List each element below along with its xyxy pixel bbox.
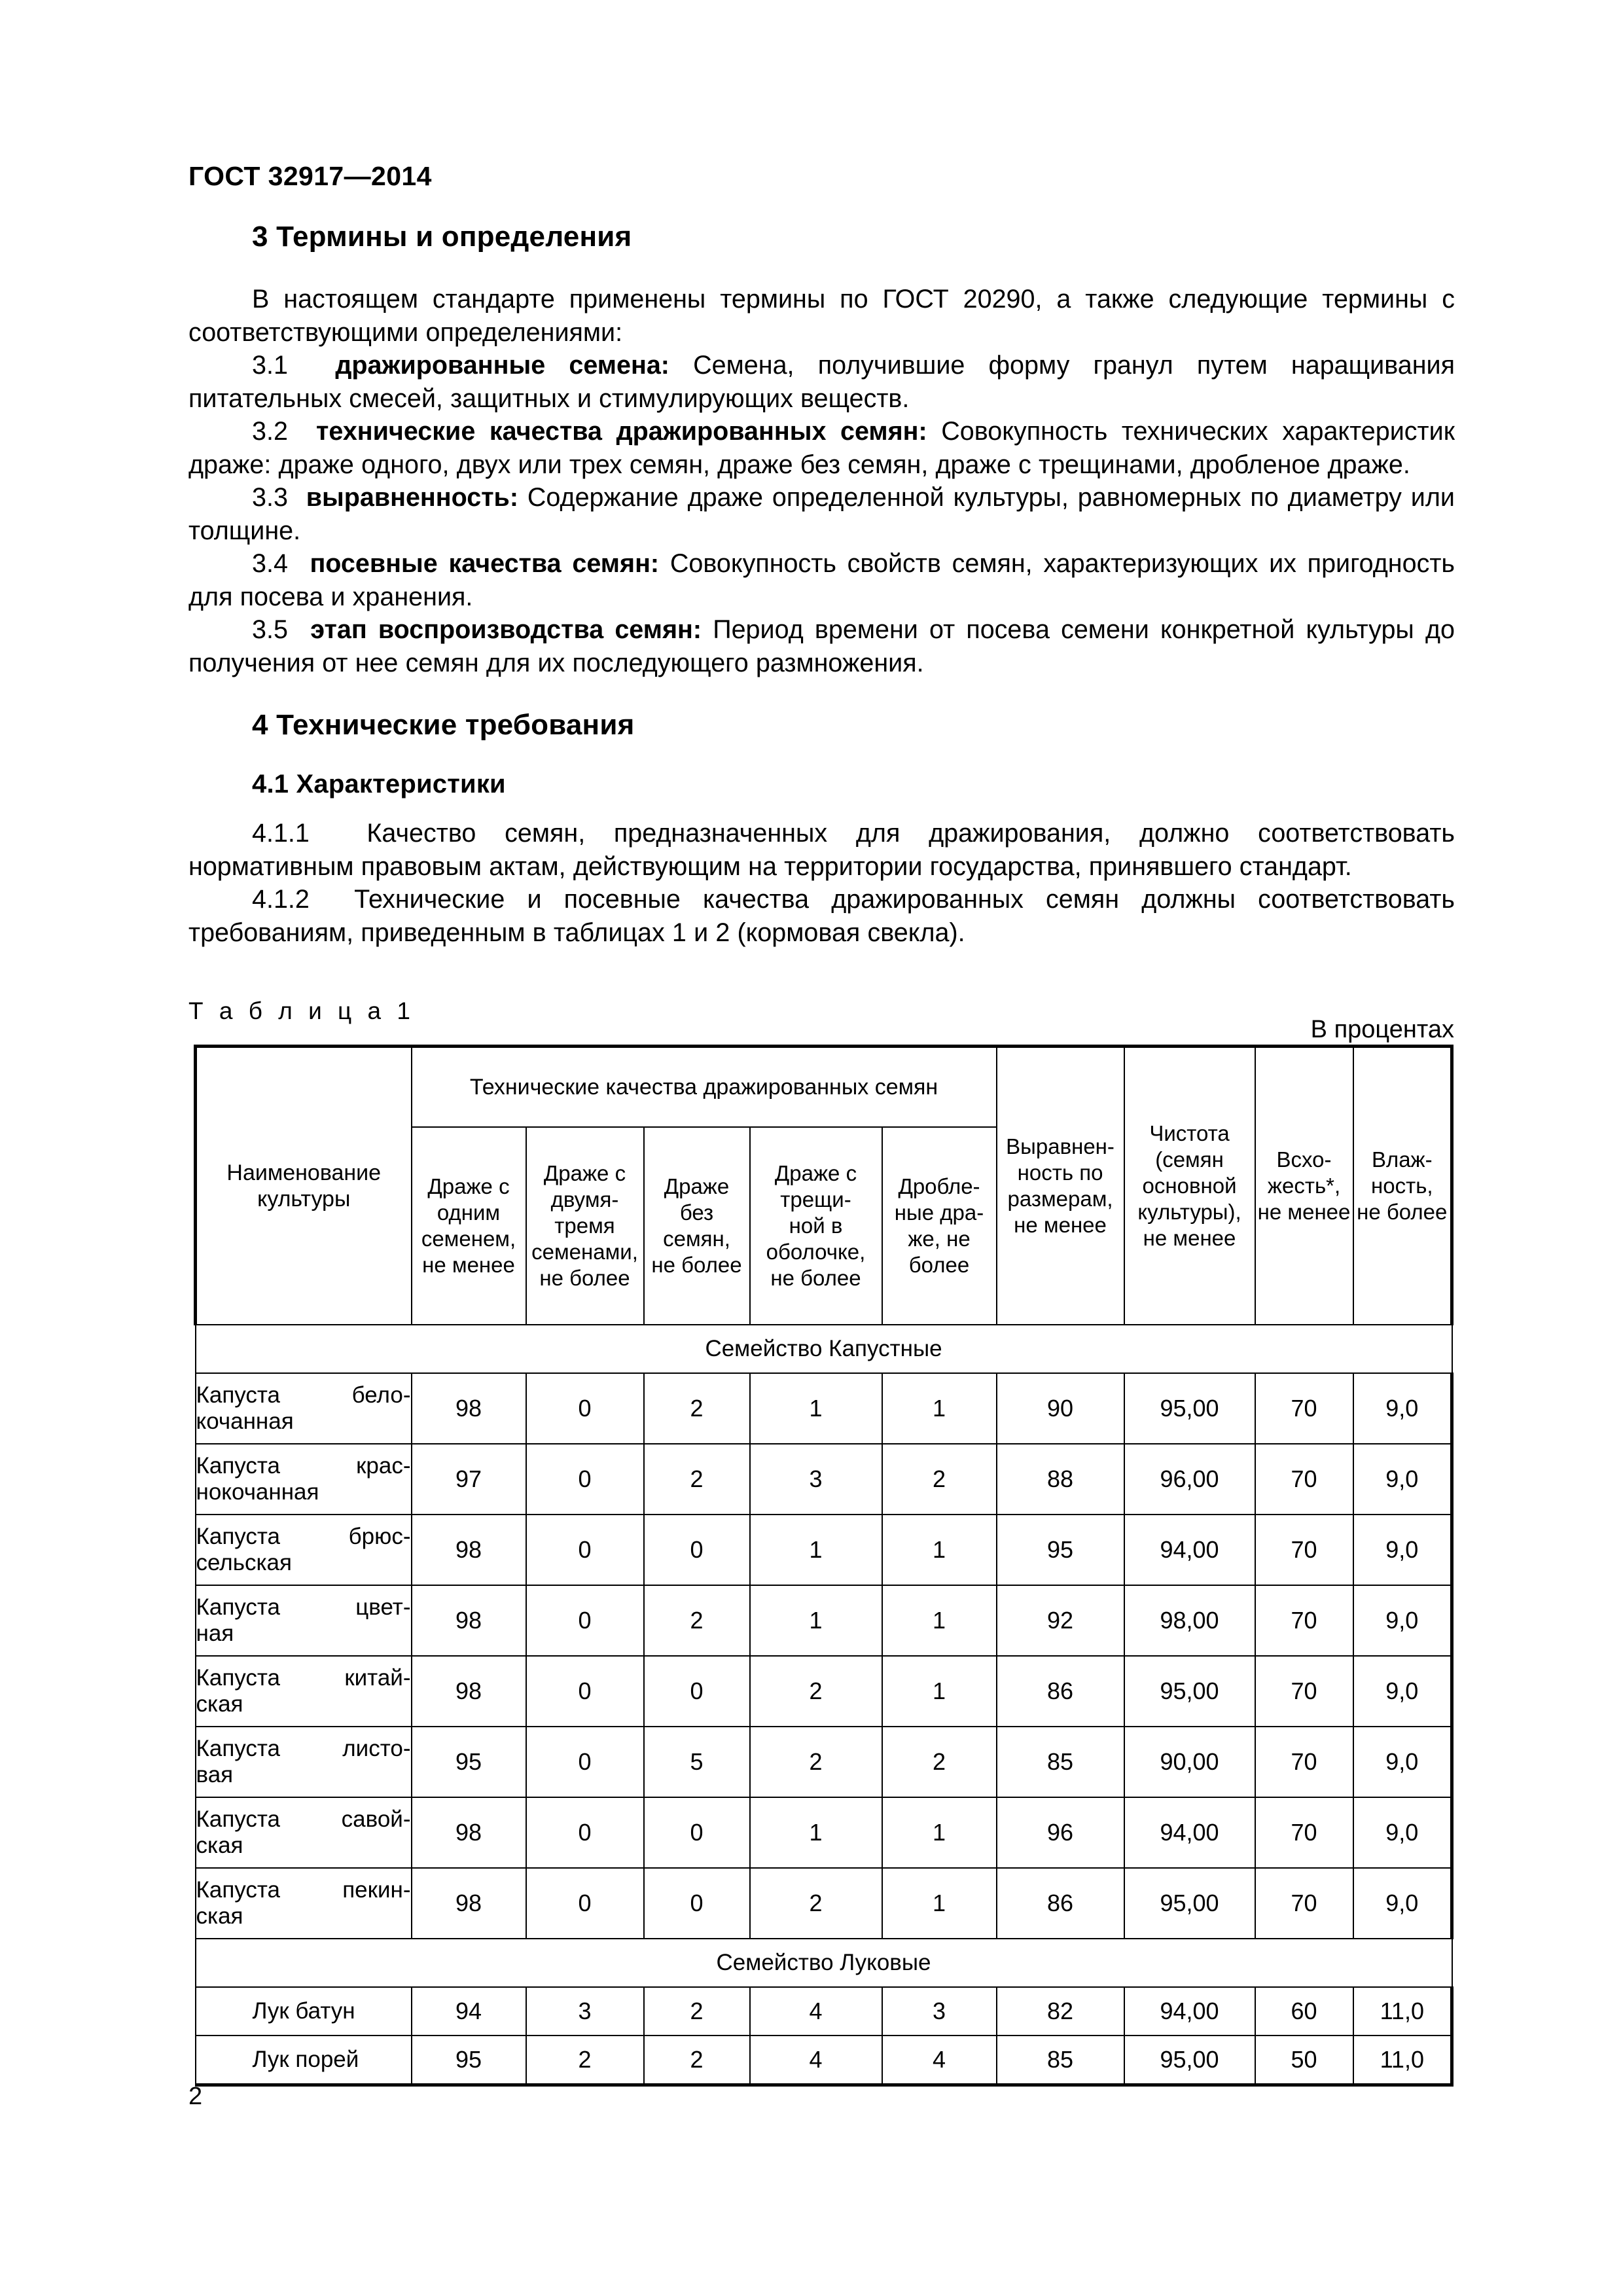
table-cell-value: 0 [644,1515,750,1585]
table-row [196,1515,1452,1585]
table-cell-value: 98 [412,1797,526,1868]
table-cell-culture [196,1987,412,2036]
header-line: тремя [554,1213,615,1238]
table-cell-value: 97 [412,1444,526,1515]
header-line: Дробле- [898,1174,980,1198]
culture-line: вая [196,1762,234,1787]
header-line: Чистота [1149,1121,1230,1145]
paragraph-3-3 [188,481,1455,547]
header-line: жесть*, [1267,1174,1341,1198]
table-cell-value: 0 [644,1656,750,1727]
culture-line: Капуста китай- [196,1665,411,1691]
table-cell-value: 0 [526,1797,644,1868]
table-cell-value: 3 [750,1444,882,1515]
table-cell-value: 0 [526,1727,644,1797]
table-row [196,1868,1452,1939]
defined-term: посевные качества семян: [310,549,660,578]
paragraph-3-5 [188,613,1455,679]
table-row [196,2036,1452,2085]
culture-line: ская [196,1833,243,1858]
paragraph-text: Технические и посевные качества дражированных семян должны соответствовать требованиям, приведенным в таблицах 1 и 2 (кормовая свекла). [188,885,1455,947]
table-cell-value: 90,00 [1124,1727,1255,1797]
header-line: не более [770,1266,861,1290]
page-number: 2 [188,2083,203,2110]
header-line: ной в [789,1213,843,1238]
table-cell-value: 92 [997,1585,1124,1656]
table-cell-value: 2 [644,1444,750,1515]
table-cell-value: 0 [526,1868,644,1939]
column-header-two-three-seed-dragee [526,1127,644,1325]
paragraph-text: В настоящем стандарте применены термины по ГОСТ 20290, а также следующие термины с соответствующими определениями: [188,285,1455,347]
table-cell-value: 98,00 [1124,1585,1255,1656]
header-line: не более [1357,1200,1448,1224]
table-cell-value: 88 [997,1444,1124,1515]
paragraph-number: 3.1 [252,351,288,380]
table-cell-value: 70 [1255,1727,1353,1797]
table-cell-value: 0 [526,1373,644,1444]
table-cell-value: 1 [882,1585,997,1656]
section-heading-3: 3 Термины и определения [252,221,632,253]
table-cell-value: 1 [882,1797,997,1868]
table-cell-culture [196,1585,412,1656]
header-line: культуры), [1137,1200,1241,1224]
table-cell-value: 95,00 [1124,1868,1255,1939]
table-cell-value: 0 [644,1797,750,1868]
table-cell-value: 1 [750,1373,882,1444]
table-cell-value: 3 [526,1987,644,2036]
header-line: не менее [1257,1200,1351,1224]
header-line: семян, [663,1227,730,1251]
table-cell-value: 1 [882,1515,997,1585]
table-cell-value: 2 [882,1727,997,1797]
table-cell-value: 2 [750,1868,882,1939]
table-cell-culture [196,1656,412,1727]
culture-line: ская [196,1903,243,1929]
table-cell-culture [196,2036,412,2085]
culture-line: Лук батун [252,1998,355,2024]
table-cell-culture [196,1868,412,1939]
table-cell-value: 11,0 [1353,2036,1452,2085]
table-cell-value: 98 [412,1868,526,1939]
table-cell-value: 1 [882,1373,997,1444]
table-cell-value: 86 [997,1656,1124,1727]
header-line: не более [539,1266,630,1290]
column-header-moisture [1353,1047,1452,1325]
table-cell-value: 2 [882,1444,997,1515]
table-cell-value: 96,00 [1124,1444,1255,1515]
header-line: семенами, [531,1240,638,1264]
header-line: не менее [1143,1226,1236,1250]
paragraph-4-1-1 [188,817,1455,883]
table-cell-value: 98 [412,1656,526,1727]
table-cell-value: 9,0 [1353,1727,1452,1797]
paragraph-number: 3.5 [252,615,288,644]
culture-line: ская [196,1691,243,1717]
table-cell-value: 95,00 [1124,2036,1255,2085]
table-cell-value: 1 [750,1515,882,1585]
table-row [196,1585,1452,1656]
table-cell-value: 0 [526,1515,644,1585]
header-line: же, не [908,1227,971,1251]
table-family-label: Семейство Капустные [196,1325,1452,1373]
paragraph-4-1-2 [188,883,1455,949]
header-line: ные дра- [894,1200,984,1225]
culture-line: Капуста брюс- [196,1524,411,1549]
table-cell-value: 9,0 [1353,1515,1452,1585]
header-line: более [908,1253,970,1277]
table-cell-value: 4 [750,1987,882,2036]
table-cell-value: 70 [1255,1797,1353,1868]
culture-line: ная [196,1621,234,1646]
column-header-cracked-dragee [750,1127,882,1325]
table-cell-value: 98 [412,1585,526,1656]
defined-term: этап воспроизводства семян: [310,615,702,644]
table-cell-value: 70 [1255,1515,1353,1585]
table-row [196,1656,1452,1727]
table-cell-value: 9,0 [1353,1656,1452,1727]
table-cell-value: 98 [412,1373,526,1444]
table-row [196,1444,1452,1515]
table-cell-value: 9,0 [1353,1373,1452,1444]
header-line: Выравнен- [1006,1134,1115,1158]
table-cell-value: 0 [644,1868,750,1939]
header-line: Драже с [543,1161,626,1185]
table-cell-value: 50 [1255,2036,1353,2085]
column-header-germination [1255,1047,1353,1325]
table-cell-value: 94,00 [1124,1515,1255,1585]
table-cell-value: 94 [412,1987,526,2036]
table-cell-value: 3 [882,1987,997,2036]
culture-line: Капуста крас- [196,1453,411,1479]
table-head [196,1047,1452,1325]
table-row [196,1727,1452,1797]
culture-line: Капуста бело- [196,1382,411,1408]
paragraph-3-1 [188,349,1455,415]
table-cell-value: 1 [882,1868,997,1939]
table-cell-value: 95 [997,1515,1124,1585]
table-row [196,1373,1452,1444]
header-line: одним [437,1200,501,1225]
paragraph-number: 4.1.2 [252,885,310,914]
subsection-heading-4-1: 4.1 Характеристики [252,770,506,798]
table-row [196,1987,1452,2036]
paragraph-text: Качество семян, предназначенных для дражирования, должно соответствовать нормативным правовым актам, действующим на территории государства, принявшего стандарт. [188,819,1455,881]
table-cell-culture [196,1515,412,1585]
column-header-purity [1124,1047,1255,1325]
paragraph-3-4 [188,547,1455,613]
table-cell-value: 94,00 [1124,1987,1255,2036]
table-cell-value: 9,0 [1353,1585,1452,1656]
paragraph-text: Период времени от посева семени конкретной культуры до получения от нее семян для их последующего размножения. [188,615,1455,677]
table-cell-culture [196,1444,412,1515]
header-line: не менее [422,1253,515,1277]
table-cell-value: 9,0 [1353,1797,1452,1868]
table-cell-culture [196,1797,412,1868]
table-cell-value: 70 [1255,1656,1353,1727]
column-header-culture-name [196,1047,412,1325]
table-cell-value: 70 [1255,1444,1353,1515]
table-cell-value: 2 [644,1373,750,1444]
table-cell-value: 5 [644,1727,750,1797]
header-line: ность по [1017,1160,1103,1185]
table-cell-value: 2 [750,1727,882,1797]
column-header-crushed-dragee [882,1127,997,1325]
paragraph-number: 3.3 [252,483,288,512]
paragraph-text: Семена, получившие форму гранул путем наращивания питательных смесей, защитных и стимулирующих веществ. [188,351,1455,413]
table-units-note: В процентах [1310,1016,1454,1043]
table-family-label: Семейство Луковые [196,1939,1452,1987]
culture-line: нокочанная [196,1479,319,1505]
table-cell-value: 9,0 [1353,1868,1452,1939]
header-line: Драже с [427,1174,510,1198]
table-cell-value: 98 [412,1515,526,1585]
table-cell-value: 96 [997,1797,1124,1868]
table-cell-value: 86 [997,1868,1124,1939]
header-line: трещи- [780,1187,851,1211]
header-line: Наименование [226,1160,382,1185]
header-line: Драже [664,1174,730,1198]
table-cell-value: 90 [997,1373,1124,1444]
culture-line: кочанная [196,1408,294,1434]
culture-line: Капуста листо- [196,1736,411,1761]
header-line: (семян [1155,1147,1224,1172]
table-cell-value: 70 [1255,1373,1353,1444]
column-header-seedless-dragee [644,1127,750,1325]
table-cell-value: 0 [526,1656,644,1727]
table-body [196,1325,1452,2085]
table-cell-value: 2 [644,2036,750,2085]
requirements-table [194,1045,1454,2087]
table-cell-value: 95,00 [1124,1373,1255,1444]
section-heading-4: 4 Технические требования [252,709,635,741]
header-line: без [679,1200,714,1225]
culture-line: сельская [196,1550,292,1575]
table-cell-value: 0 [526,1444,644,1515]
defined-term: выравненность: [306,483,518,512]
table-cell-value: 0 [526,1585,644,1656]
culture-line: Капуста цвет- [196,1594,411,1620]
paragraph-text: Совокупность свойств семян, характеризующих их пригодность для посева и хранения. [188,549,1455,611]
table-cell-value: 4 [882,2036,997,2085]
table-cell-value: 85 [997,2036,1124,2085]
header-line: размерам, [1007,1187,1113,1211]
header-line: ность, [1371,1174,1433,1198]
table-cell-value: 95,00 [1124,1656,1255,1727]
table-cell-value: 1 [882,1656,997,1727]
table-cell-value: 85 [997,1727,1124,1797]
paragraph-3-2 [188,415,1455,481]
table-cell-value: 1 [750,1585,882,1656]
table-cell-value: 95 [412,2036,526,2085]
column-header-one-seed-dragee [412,1127,526,1325]
running-head: ГОСТ 32917—2014 [188,161,432,191]
header-line: культуры [257,1187,351,1211]
paragraph-text: Совокупность технических характеристик драже: драже одного, двух или трех семян, драже без семян, драже с трещинами, дробленое драже. [188,417,1455,479]
table-cell-value: 70 [1255,1868,1353,1939]
header-line: семенем, [421,1227,516,1251]
table-family-row [196,1939,1452,1987]
culture-line: Капуста пекин- [196,1877,411,1903]
table-cell-value: 4 [750,2036,882,2085]
table-cell-value: 60 [1255,1987,1353,2036]
table-cell-value: 2 [526,2036,644,2085]
page-body [188,223,1455,949]
header-line: Драже с [774,1161,857,1185]
header-line: не менее [1014,1213,1107,1237]
paragraph-number: 3.2 [252,417,288,446]
table-cell-value: 1 [750,1797,882,1868]
table-cell-value: 70 [1255,1585,1353,1656]
header-line: Влаж- [1371,1147,1433,1172]
table-cell-value: 2 [750,1656,882,1727]
column-header-technical-qualities-group: Технические качества дражированных семян [412,1047,997,1128]
table-cell-value: 2 [644,1987,750,2036]
table-family-row [196,1325,1452,1373]
table-cell-value: 11,0 [1353,1987,1452,2036]
table-cell-value: 95 [412,1727,526,1797]
table-cell-value: 94,00 [1124,1797,1255,1868]
table-caption: Т а б л и ц а 1 [188,997,415,1024]
table-cell-value: 2 [644,1585,750,1656]
header-line: не более [651,1253,742,1277]
paragraph-3-intro [188,283,1455,349]
header-line: основной [1142,1174,1237,1198]
paragraph-number: 3.4 [252,549,288,578]
defined-term: дражированные семена: [335,351,669,380]
header-line: оболочке, [766,1240,866,1264]
paragraph-number: 4.1.1 [252,819,310,848]
column-header-size-uniformity [997,1047,1124,1325]
table-header-group-row [196,1047,1452,1128]
table-cell-culture [196,1727,412,1797]
header-line: Всхо- [1276,1147,1332,1172]
defined-term: технические качества дражированных семян: [316,417,927,446]
paragraph-text: Содержание драже определенной культуры, равномерных по диаметру или толщине. [188,483,1455,545]
header-line: двумя- [550,1187,619,1211]
culture-line: Капуста савой- [196,1806,411,1832]
table-cell-culture [196,1373,412,1444]
table-cell-value: 9,0 [1353,1444,1452,1515]
culture-line: Лук порей [252,2047,359,2072]
table-cell-value: 82 [997,1987,1124,2036]
table-row [196,1797,1452,1868]
